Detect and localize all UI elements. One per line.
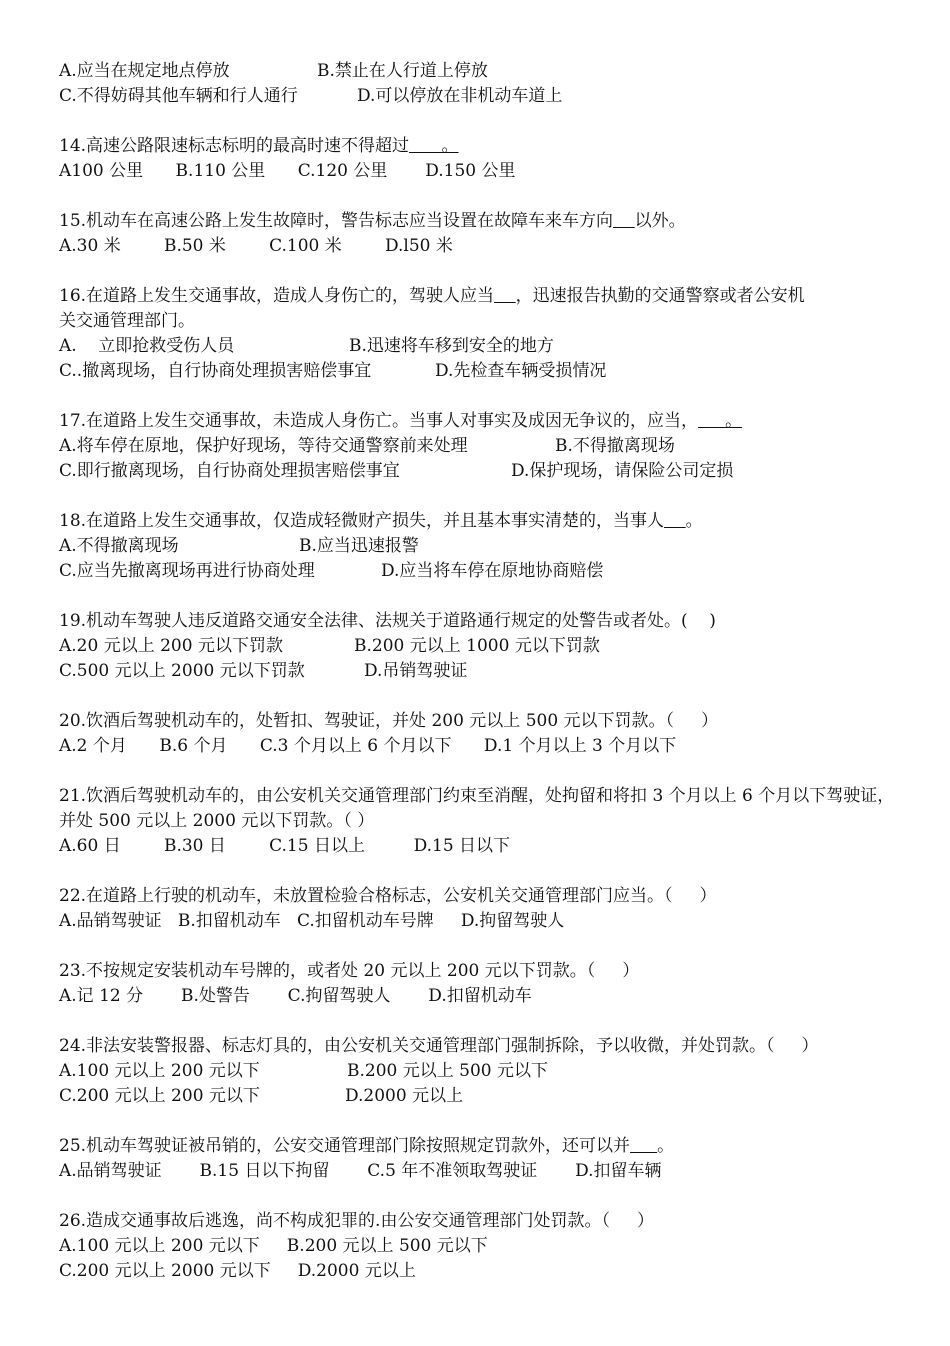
q24-options-row2: [59, 1084, 899, 1109]
q17-question: 17.在道路上发生交通事故，未造成人身伤亡。当事人对事实及成因无争议的，应当， 。: [59, 411, 743, 431]
q18-option-b: B.应当迅速报警: [299, 536, 419, 556]
q18-option-d: D.应当将车停在原地协商赔偿: [381, 561, 604, 581]
q22-question: 22.在道路上行驶的机动车，未放置检验合格标志，公安机关交通管理部门应当。（ ）: [59, 886, 717, 906]
q13-options-row1: [59, 59, 899, 84]
q19-option-c: C.500 元以上 2000 元以下罚款: [59, 661, 305, 681]
q18-options-row1: [59, 534, 899, 559]
q26-options-row1: A.100 元以上 200 元以下 B.200 元以上 500 元以下: [59, 1236, 488, 1256]
q16-option-a: A. 立即抢救受伤人员: [59, 336, 235, 356]
q16-blank: [494, 286, 516, 306]
q14-question: 14.高速公路限速标志标明的最高时速不得超过 。: [59, 136, 459, 156]
q13-option-b: B.禁止在人行道上停放: [317, 61, 488, 81]
q17-option-a: A.将车停在原地，保护好现场，等待交通警察前来处理: [59, 436, 468, 456]
q13-option-a: A.应当在规定地点停放: [59, 61, 230, 81]
q15-blank: [613, 211, 635, 231]
q18-blank: [664, 511, 686, 531]
q17-option-d: D.保护现场，请保险公司定损: [511, 461, 734, 481]
q19-option-a: A.20 元以上 200 元以下罚款: [59, 636, 283, 656]
q13-option-c: C.不得妨碍其他车辆和行人通行: [59, 86, 298, 106]
q22-options: A.品销驾驶证 B.扣留机动车 C.扣留机动车号牌 D.拘留驾驶人: [59, 911, 565, 931]
q25-question: 25.机动车驾驶证被吊销的，公安交通管理部门除按照规定罚款外，还可以并 。: [59, 1136, 675, 1156]
q15-options: A.30 米 B.50 米 C.100 米 D.l50 米: [59, 236, 453, 256]
q13-option-d: D.可以停放在非机动车道上: [357, 86, 563, 106]
q19-question: 19.机动车驾驶人违反道路交通安全法律、法规关于道路通行规定的处警告或者处。( ): [59, 611, 716, 631]
q19-option-b: B.200 元以上 1000 元以下罚款: [354, 636, 600, 656]
q15-question: 15.机动车在高速公路上发生故障时，警告标志应当设置在故障车来车方向 以外。: [59, 211, 686, 231]
q24-options-row1: [59, 1059, 899, 1084]
q14-blank: 。: [409, 136, 459, 156]
q14-options: A100 公里 B.110 公里 C.120 公里 D.150 公里: [59, 161, 516, 181]
q18-options-row2: [59, 559, 899, 584]
q23-question: 23.不按规定安装机动车号牌的，或者处 20 元以上 200 元以下罚款。（ ）: [59, 961, 640, 981]
q16-options-row2: [59, 359, 899, 384]
q16-options-row1: [59, 334, 899, 359]
q21-question: 21.饮酒后驾驶机动车的，由公安机关交通管理部门约束至消醒，处拘留和将扣 3 个月以上 6 个月以下驾驶证，并处 500 元以上 2000 元以下罚款。（ ）: [59, 786, 895, 831]
q19-options-row2: [59, 659, 899, 684]
q18-option-a: A.不得撤离现场: [59, 536, 179, 556]
q24-option-d: D.2000 元以上: [345, 1086, 464, 1106]
q24-question: 24.非法安装警报器、标志灯具的，由公安机关交通管理部门强制拆除，予以收微，并处罚款。（ ）: [59, 1036, 819, 1056]
q17-option-c: C.即行撤离现场，自行协商处理损害赔偿事宜: [59, 461, 400, 481]
q13-options-row2: [59, 84, 899, 109]
q18-option-c: C.应当先撤离现场再进行协商处理: [59, 561, 315, 581]
q24-option-a: A.100 元以上 200 元以下: [59, 1061, 260, 1081]
q25-options: A.品销驾驶证 B.15 日以下拘留 C.5 年不准领取驾驶证 D.扣留车辆: [59, 1161, 662, 1181]
q24-option-b: B.200 元以上 500 元以下: [347, 1061, 549, 1081]
question-page: [59, 59, 899, 1284]
q16-question-line1: 16.在道路上发生交通事故，造成人身伤亡的，驾驶人应当 ，迅速报告执勤的交通警察或者公安机: [59, 286, 805, 306]
q26-question: 26.造成交通事故后逃逸，尚不构成犯罪的.由公安交通管理部门处罚款。（ ）: [59, 1211, 654, 1231]
q23-options: A.记 12 分 B.处警告 C.拘留驾驶人 D.扣留机动车: [59, 986, 532, 1006]
q16-option-c: C..撤离现场，自行协商处理损害赔偿事宜: [59, 361, 372, 381]
q24-option-c: C.200 元以上 200 元以下: [59, 1086, 260, 1106]
q20-question: 20.饮酒后驾驶机动车的，处暂扣、驾驶证，并处 200 元以上 500 元以下罚款。（ ）: [59, 711, 719, 731]
q17-option-b: B.不得撤离现场: [555, 436, 675, 456]
q26-options-row2: C.200 元以上 2000 元以下 D.2000 元以上: [59, 1261, 416, 1281]
q17-blank: 。: [698, 411, 743, 431]
q16-option-d: D.先检查车辆受损情况: [435, 361, 607, 381]
q25-blank: [630, 1136, 657, 1156]
q16-option-b: B.迅速将车移到安全的地方: [349, 336, 554, 356]
q17-options-row2: [59, 459, 899, 484]
q18-question: 18.在道路上发生交通事故，仅造成轻微财产损失，并且基本事实清楚的，当事人 。: [59, 511, 703, 531]
q17-options-row1: [59, 434, 899, 459]
q19-options-row1: [59, 634, 899, 659]
q20-options: A.2 个月 B.6 个月 C.3 个月以上 6 个月以下 D.1 个月以上 3 个月以下: [59, 736, 677, 756]
q21-options: A.60 日 B.30 日 C.15 日以上 D.15 日以下: [59, 836, 511, 856]
q16-question-line2: 关交通管理部门。: [59, 311, 195, 331]
q19-option-d: D.吊销驾驶证: [364, 661, 468, 681]
